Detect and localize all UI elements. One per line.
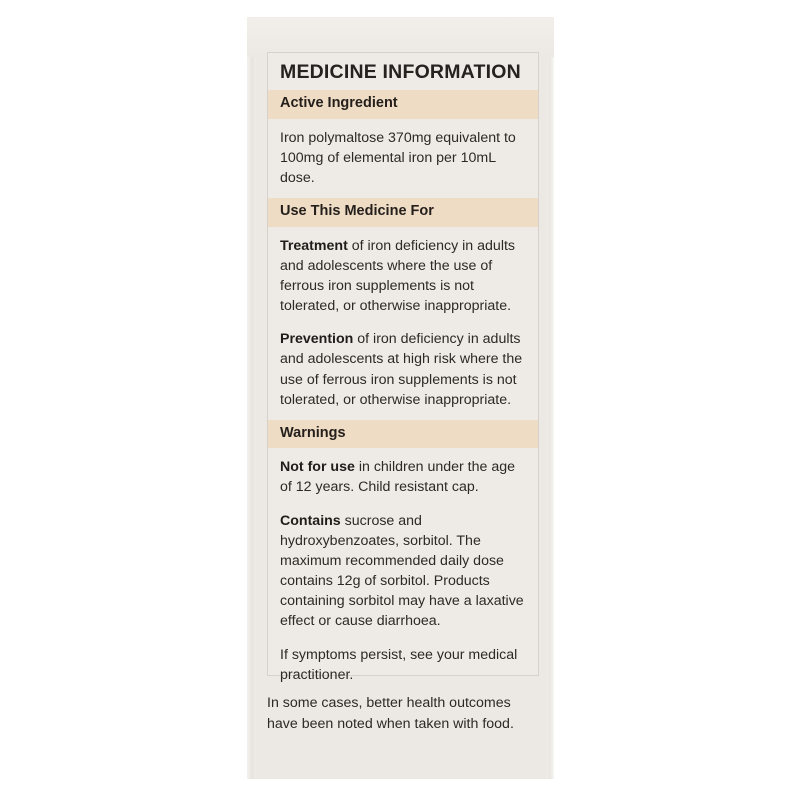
carton-right-fold xyxy=(547,17,554,779)
medicine-information-panel xyxy=(267,52,539,683)
paragraph xyxy=(280,457,526,497)
section-body-use-this-medicine-for xyxy=(268,227,538,420)
medicine-carton-panel xyxy=(247,17,554,779)
section-body-warnings xyxy=(268,448,538,695)
paragraph-lead: Prevention xyxy=(280,331,354,348)
page-title: MEDICINE INFORMATION xyxy=(280,61,521,83)
paragraph xyxy=(280,645,526,685)
footer-note: In some cases, better health outcomes have been noted when taken with food. xyxy=(267,695,514,732)
paragraph xyxy=(280,128,526,188)
paragraph xyxy=(280,329,526,410)
paragraph-text: Iron polymaltose 370mg equivalent to 100mg of elemental iron per 10mL dose. xyxy=(280,129,516,187)
section-heading-warnings: Warnings xyxy=(268,420,538,448)
paragraph-lead: Treatment xyxy=(280,237,348,254)
paragraph xyxy=(280,511,526,632)
paragraph-lead: Contains xyxy=(280,512,341,529)
section-use-this-medicine-for xyxy=(268,198,538,420)
section-body-active-ingredient xyxy=(268,119,538,198)
carton-top-sheen xyxy=(247,17,554,57)
paragraph-text: of iron deficiency in adults and adolescents at high risk where the use of ferrous iron supplements is not tolerated, or otherwise inappropriate. xyxy=(280,331,523,408)
paragraph-text: in children under the age of 12 years. Child resistant cap. xyxy=(280,459,516,496)
paragraph xyxy=(280,236,526,317)
section-active-ingredient xyxy=(268,90,538,198)
paragraph-lead: Not for use xyxy=(280,459,355,476)
paragraph-text: sucrose and hydroxybenzoates, sorbitol. The maximum recommended daily dose contains 12g of sorbitol. Products containing sorbitol may have a laxative effect or cause diarrhoea. xyxy=(280,512,524,630)
paragraph-text: If symptoms persist, see your medical practitioner. xyxy=(280,646,518,683)
section-heading-use-this-medicine-for: Use This Medicine For xyxy=(268,198,538,226)
section-warnings xyxy=(268,420,538,695)
paragraph-text: of iron deficiency in adults and adolescents where the use of ferrous iron supplements is not tolerated, or otherwise inappropriate. xyxy=(280,237,516,315)
section-heading-active-ingredient: Active Ingredient xyxy=(268,90,538,118)
carton-left-fold xyxy=(247,17,256,779)
